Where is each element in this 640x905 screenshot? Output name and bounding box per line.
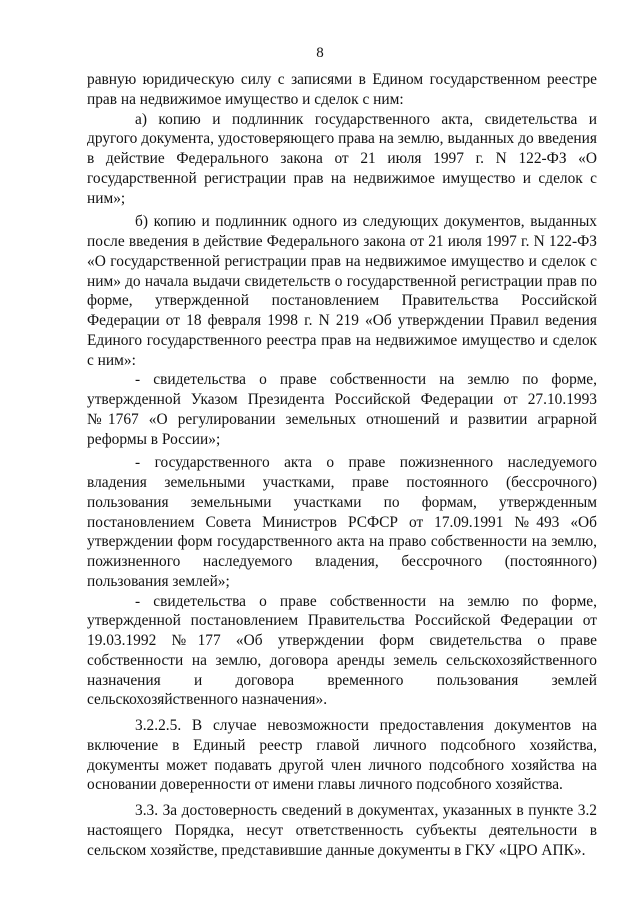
paragraph-item-b: б) копию и подлинник одного из следующих документов, выданных после введения в действие Федерального закона от 21 июля 1997 г. N 122-ФЗ «О государственной регистрации прав на недвижимое имущество и сделок с ним» до начала выдачи свидетельств о государственной регистрации прав по форме, утвержденной постановлением Правительства Российской Федерации от 18 февраля 1998 г. N 219 «Об утверждении Правил ведения Единого государственного реестра прав на недвижимое имущество и сделок с ним»:	[87, 213, 597, 369]
paragraph-3-2-2-5: 3.2.2.5. В случае невозможности предоставления документов на включение в Единый реестр главой личного подсобного хозяйства, документы может подавать другой член личного подсобного хозяйства на основании доверенности от имени главы личного подсобного хозяйства.	[87, 717, 597, 794]
paragraph-dash-state-act-1991: - государственного акта о праве пожизненного наследуемого владения земельными участками, праве постоянного (бессрочного) пользования земельными участками по формам, утвержденным постановлением Совета Министров РСФСР от 17.09.1991 №493 «Об утверждении форм государственного акта на право собственности на землю, пожизненного наследуемого владения, бессрочного (постоянного) пользования землей»;	[87, 454, 597, 590]
paragraph-continuation: равную юридическую силу с записями в Едином государственном реестре прав на недвижимое имущество и сделок с ним:	[87, 71, 597, 108]
paragraph-item-a: а) копию и подлинник государственного акта, свидетельства и другого документа, удостоверяющего права на землю, выданных до введения в действие Федерального закона от 21 июля 1997 г. N 122-ФЗ «О государственной регистрации прав на недвижимое имущество и сделок с ним»;	[87, 110, 597, 207]
page-number: 8	[316, 45, 324, 61]
paragraph-3-3: 3.3. За достоверность сведений в документах, указанных в пункте 3.2 настоящего Порядка, несут ответственность субъекты деятельности в сельском хозяйстве, представившие данные документы в ГКУ «ЦРО АПК».	[87, 802, 597, 859]
document-body	[87, 70, 597, 860]
paragraph-dash-certificate-1992: - свидетельства о праве собственности на землю по форме, утвержденной постановлением Правительства Российской Федерации от 19.03.1992 №177 «Об утверждении форм свидетельства о праве собственности на землю, договора аренды земель сельскохозяйственного назначения и договора временного пользования землей сельскохозяйственного назначения».	[87, 592, 597, 709]
paragraph-dash-certificate-1993: - свидетельства о праве собственности на землю по форме, утвержденной Указом Президента Российской Федерации от 27.10.1993 №1767 «О регулировании земельных отношений и развитии аграрной реформы в России»;	[87, 371, 597, 448]
